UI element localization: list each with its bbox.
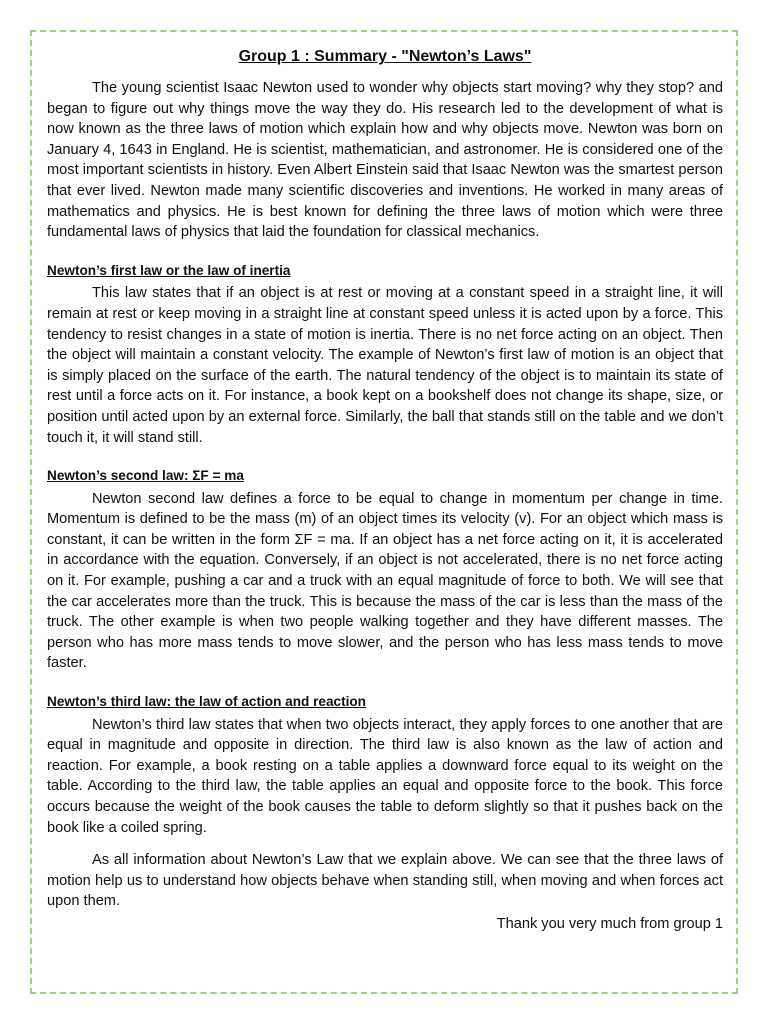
third-law-heading: Newton’s third law: the law of action and reaction — [47, 694, 366, 710]
second-law-heading: Newton’s second law: ΣF = ma — [47, 468, 244, 484]
conclusion-paragraph: As all information about Newton’s Law that we explain above. We can see that the three laws of motion help us to understand how objects behave when standing still, when moving and when forces act upon them. — [47, 852, 723, 910]
section-gap — [47, 448, 723, 460]
first-law-paragraph: This law states that if an object is at rest or moving at a constant speed in a straight line, it will remain at rest or keep moving in a straight line at constant speed unless it is acted upon by a force. This tendency to resist changes in a state of motion is inertia. There is no net force acting on an object. Then the object will maintain a constant velocity. The example of Newton’s first law of motion is an object that is simply placed on the surface of the earth. The natural tendency of the object is to maintain its state of rest until a force acts on it. For instance, a book kept on a bookshelf does not change its shape, size, or position until acted upon by an external force. Similarly, the ball that stands still on the table and we don’t touch it, it will stand still. — [47, 285, 723, 446]
first-law-heading: Newton’s first law or the law of inertia — [47, 262, 291, 278]
section-gap — [47, 674, 723, 686]
section-gap — [47, 243, 723, 255]
document-title: Group 1 : Summary - "Newton’s Laws" — [238, 48, 532, 65]
thanks-line: Thank you very much from group 1 — [496, 915, 723, 932]
intro-paragraph: The young scientist Isaac Newton used to wonder why objects start moving? why they stop? and began to figure out why things move the way they do. His research led to the development of what is now known as the three laws of motion which explain how and why objects move. Newton was born on January 4, 1643 in England. He is scientist, mathematician, and astronomer. He is considered one of the most important scientists in history. Even Albert Einstein said that Isaac Newton was the smartest person that ever lived. Newton made many scientific discoveries and inventions. He worked in many areas of mathematics and physics. He is best known for defining the three laws of motion which were three fundamental laws of physics that laid the foundation for classical mechanics. — [47, 80, 723, 241]
second-law-paragraph: Newton second law defines a force to be equal to change in momentum per change in time. Momentum is defined to be the mass (m) of an object times its velocity (v). For an object which mass is constant, it can be written in the form ΣF = ma. If an object has a net force acting on it, it is accelerated in accordance with the equation. Conversely, if an object is not accelerated, there is no net force acting on it. For example, pushing a car and a truck with an equal magnitude of force to both. We will see that the car accelerates more than the truck. This is because the mass of the car is less than the mass of the truck. The other example is when two people walking together and they have different masses. The person who has more mass tends to move slower, and the person who has less mass tends to move faster. — [47, 490, 723, 672]
document-body — [47, 46, 723, 935]
third-law-paragraph: Newton’s third law states that when two objects interact, they apply forces to one another that are equal in magnitude and opposite in direction. The third law is also known as the law of action and reaction. For example, a book resting on a table applies a downward force equal to its weight on the table. According to the third law, the table applies an equal and opposite force to the book. This force occurs because the weight of the book causes the table to deform slightly so that it pushes back on the book like a coiled spring. — [47, 716, 723, 836]
